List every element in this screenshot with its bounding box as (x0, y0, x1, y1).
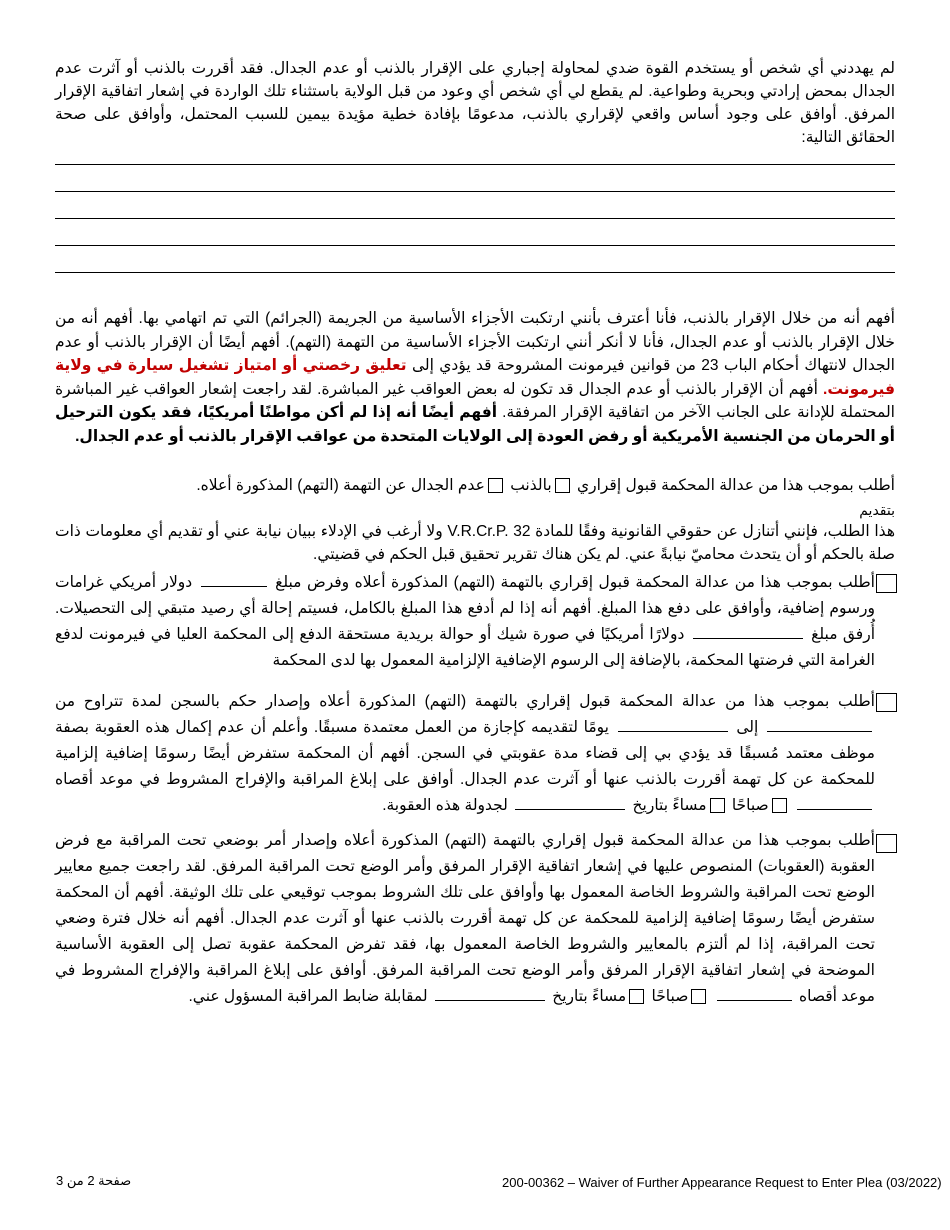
to-label: إلى (736, 719, 759, 736)
fine-option-text-3: دولارًا أمريكيًا في صورة شيك أو حوالة بريدية مستحقة الدفع إلى المحكمة العليا في فيرمونت لدفع الغرامة التي فرضتها المحكمة، بالإضافة إلى الرسوم الإضافية الإلزامية المعمول بها لدى المحكمة (55, 626, 875, 669)
probation-meet-text: لمقابلة ضابط المراقبة المسؤول عني. (188, 988, 428, 1005)
am-label: صباحًا (731, 797, 769, 814)
understanding-text-1: أفهم أنه من خلال الإقرار بالذنب، فأنا أعترف بأنني ارتكبت الأجزاء الأساسية من الجريمة (الجرائم) التي تم اتهامي بها. أفهم أنه من خلال الإقرار بالذنب أو عدم الجدال، فأنا لا أنكر أنني ارتكبت الأجزاء الأساسية من التهمة (التهم). أفهم أيضًا أن الإقرار بالذنب أو عدم الجدال لانتهاك أحكام الباب 23 من قوانين فيرمونت المشروحة قد يؤدي إلى (55, 310, 895, 374)
probation-report-date-field[interactable] (435, 986, 545, 1001)
plea-request-text: أطلب بموجب هذا من عدالة المحكمة قبول إقراري (576, 477, 895, 494)
enclosed-amount-field[interactable] (693, 624, 803, 639)
probation-option-checkbox[interactable] (876, 834, 897, 853)
fine-option-text-1: أطلب بموجب هذا من عدالة المحكمة قبول إقراري بالتهمة (التهم) المذكورة أعلاه وفرض مبلغ (275, 574, 875, 591)
license-warning: تعليق رخصتي أو امتياز تشغيل سيارة في ولاية فيرمونت. (55, 357, 895, 398)
form-footer: 200-00362 – Waiver of Further Appearance Request to Enter Plea (03/2022) (502, 1175, 942, 1190)
understanding-paragraph (55, 307, 895, 448)
facts-line[interactable] (55, 218, 895, 219)
waiver-paragraph (55, 520, 895, 566)
work-crew-option (55, 689, 875, 819)
fine-option (55, 570, 875, 674)
probation-pm-date-label: مساءً بتاريخ (552, 988, 627, 1005)
intro-paragraph (55, 57, 895, 149)
facts-line[interactable] (55, 272, 895, 273)
probation-pm-checkbox[interactable] (629, 989, 644, 1004)
fine-option-text-2: دولار أمريكي غرامات ورسوم إضافية، وأوافق على دفع هذا المبلغ. أفهم أنه إذا لم أدفع هذا المبلغ بالكامل، فسيتم إحالة أي رصيد متبقي إلى التحصيلات. أُرفق مبلغ (55, 574, 876, 643)
understanding-text-2: أفهم أن الإقرار بالذنب أو عدم الجدال قد تكون له بعض العواقب غير المباشرة. لقد راجعت إشعار العواقب غير المباشرة المحتملة للإدانة على الجانب الآخر من اتفاقية الإقرار المرفقة. (55, 380, 895, 421)
work-crew-text-2: يومًا لتقديمه كإجازة من العمل معتمدة مسبقًا. وأعلم أن عدم إكمال هذه العقوبة بصفة موظف معتمد مُسبقًا قد يؤدي بي إلى قضاء مدة عقوبتي في السجن. أفهم أن المحكمة ستفرض أيضًا رسومًا إضافية إلزامية للمحكمة عن كل تهمة أقررت بالذنب عنها أو آثرت عدم الجدال. أوافق على إبلاغ المراقبة والإفراج المشروط في موعد أقصاه (55, 719, 875, 788)
fine-option-checkbox[interactable] (876, 574, 897, 593)
intro-text: لم يهددني أي شخص أو يستخدم القوة ضدي لمحاولة إجباري على الإقرار بالذنب أو عدم الجدال. فقد أقررت بالذنب أو آثرت عدم الجدال بمحض إرادتي وبحرية وطواعية. لم يقطع لي أي شخص أي وعود من قبل الولاية باستثناء تلك الواردة في إشعار اتفاقية الإقرار المرفق. أوافق على وجود أساس واقعي لإقراري بالذنب، مدعومًا بإفادة خطية مؤيدة بيمين للسبب المحتمل، وأوافق على صحة الحقائق التالية: (55, 60, 895, 146)
days-to-field[interactable] (618, 717, 728, 732)
page-number: صفحة 2 من 3 (56, 1173, 132, 1188)
schedule-text: لجدولة هذه العقوبة. (382, 797, 508, 814)
immigration-warning: أفهم أيضًا أنه إذا لم أكن مواطنًا أمريكيًا، فقد يكون الترحيل أو الحرمان من الجنسية الأمريكية أو رفض العودة إلى الولايات المتحدة من عواقب الإقرار بالذنب أو عدم الجدال. (55, 404, 895, 445)
waiver-text: هذا الطلب، فإنني أتنازل عن حقوقي القانونية وفقًا للمادة V.R.Cr.P. 32 ولا أرغب في الإدلاء ببيان نيابة عني أو تقديم أي معلومات ذات صلة بالحكم أو أن يتحدث محاميّ نيابةً عني. لم يكن هناك تقرير تحقيق قبل الحكم في قضيتي. (55, 523, 895, 563)
pm-checkbox[interactable] (710, 798, 725, 813)
facts-line[interactable] (55, 191, 895, 192)
fine-amount-field[interactable] (201, 572, 267, 587)
report-date-field[interactable] (515, 795, 625, 810)
guilty-checkbox[interactable] (555, 478, 570, 493)
probation-option (55, 828, 875, 1010)
work-crew-text-1: أطلب بموجب هذا من عدالة المحكمة قبول إقراري بالتهمة (التهم) المذكورة أعلاه وإصدار حكم بالسجن لمدة تتراوح من (55, 693, 875, 710)
probation-am-checkbox[interactable] (691, 989, 706, 1004)
report-time-field[interactable] (797, 795, 872, 810)
facts-line[interactable] (55, 164, 895, 165)
days-from-field[interactable] (767, 717, 872, 732)
by-submitting-label: بتقديم (859, 502, 895, 518)
probation-am-label: صباحًا (651, 988, 689, 1005)
work-crew-option-checkbox[interactable] (876, 693, 897, 712)
facts-line[interactable] (55, 245, 895, 246)
no-contest-checkbox[interactable] (488, 478, 503, 493)
no-contest-text: عدم الجدال عن التهمة (التهم) المذكورة أعلاه. (196, 477, 485, 494)
guilty-label: بالذنب (510, 477, 552, 494)
probation-text: أطلب بموجب هذا من عدالة المحكمة قبول إقراري بالتهمة (التهم) المذكورة أعلاه وإصدار أمر بوضعي تحت المراقبة مع فرض العقوبة (العقوبات) المنصوص عليها في إشعار اتفاقية الإقرار المرفق وأمر الوضع تحت المراقبة المرفق. لقد راجعت جميع معايير الوضع تحت المراقبة والشروط الخاصة المعمول بها وأوافق على تلك الشروط بموجب توقيعي على تلك الوثيقة. أفهم أن المحكمة ستفرض أيضًا رسومًا إضافية إلزامية للمحكمة عن كل تهمة أقررت بالذنب عنها أو آثرت عدم الجدال. أفهم أنه خلال فترة وضعي تحت المراقبة، إذا لم ألتزم بالمعايير والشروط الخاصة المعمول بها، فقد تفرض المحكمة عقوبة تصل إلى العقوبة الأساسية الموضحة في إشعار اتفاقية الإقرار المرفق وأمر الوضع تحت المراقبة المرفق. أوافق على إبلاغ المراقبة والإفراج المشروط في موعد أقصاه (55, 832, 875, 1005)
pm-date-label: مساءً بتاريخ (632, 797, 707, 814)
am-checkbox[interactable] (772, 798, 787, 813)
plea-request-line (55, 475, 895, 498)
probation-report-time-field[interactable] (717, 986, 792, 1001)
